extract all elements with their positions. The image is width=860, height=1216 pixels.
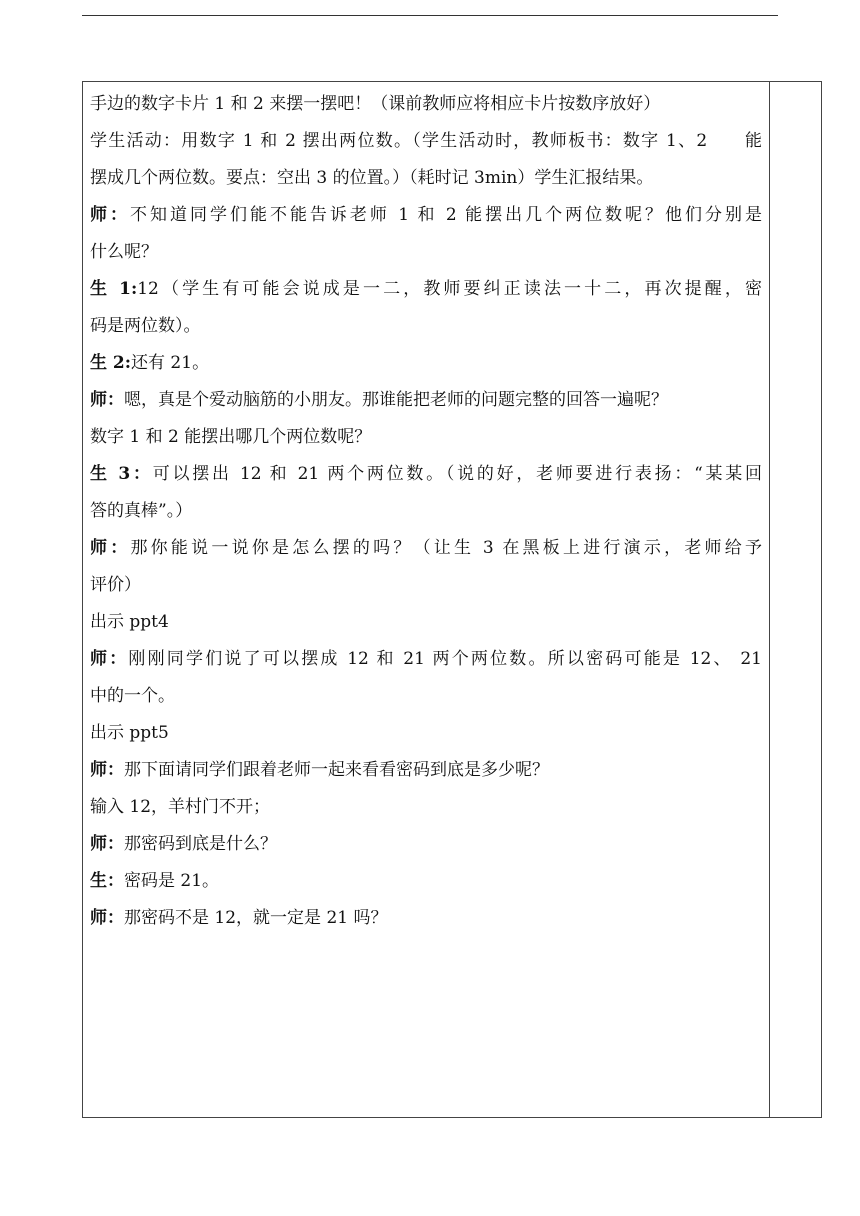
text-line: [90, 308, 762, 345]
line-text: 还有 21。: [131, 353, 210, 373]
text-line: [90, 900, 762, 937]
text-line: [90, 678, 762, 715]
text-line: [90, 789, 762, 826]
text-line: [90, 604, 762, 641]
text-line: [90, 530, 762, 567]
speaker-label: 生 2:: [90, 353, 132, 373]
line-text: 12（学生有可能会说成是一二，教师要纠正读法一十二，再次提醒，密: [137, 279, 762, 299]
speaker-label: 师：: [90, 205, 130, 225]
table-column-divider: [769, 81, 770, 1118]
line-text: 数字 1 和 2 能摆出哪几个两位数呢？: [90, 427, 372, 447]
text-line: [90, 419, 762, 456]
lesson-content: [90, 86, 762, 937]
text-line: [90, 86, 762, 123]
speaker-label: 师：: [90, 834, 124, 854]
text-line: [90, 715, 762, 752]
line-text: 答的真棒”。）: [90, 501, 193, 521]
text-line: [90, 567, 762, 604]
line-text: 手边的数字卡片 1 和 2 来摆一摆吧！（课前教师应将相应卡片按数序放好）: [90, 94, 661, 114]
line-text: 什么呢？: [90, 242, 158, 262]
speaker-label: 生：: [90, 871, 124, 891]
line-text: 出示 ppt4: [90, 612, 169, 632]
text-line: [90, 345, 762, 382]
speaker-label: 师：: [90, 649, 129, 669]
text-line: [90, 271, 762, 308]
line-text: 不知道同学们能不能告诉老师 1 和 2 能摆出几个两位数呢？他们分别是: [130, 205, 762, 225]
line-text: 摆成几个两位数。要点：空出 3 的位置。）（耗时记 3min）学生汇报结果。: [90, 168, 654, 188]
speaker-label: 师：: [90, 390, 124, 410]
text-line: [90, 382, 762, 419]
line-text: 中的一个。: [90, 686, 175, 706]
line-text: 学生活动：用数字 1 和 2 摆出两位数。（学生活动时，教师板书：数字 1、2 能: [90, 131, 762, 151]
line-text: 可以摆出 12 和 21 两个两位数。（说的好，老师要进行表扬：“某某回: [152, 464, 762, 484]
line-text: 那密码不是 12，就一定是 21 吗？: [124, 908, 388, 928]
line-text: 出示 ppt5: [90, 723, 169, 743]
text-line: [90, 863, 762, 900]
text-line: [90, 752, 762, 789]
speaker-label: 师：: [90, 538, 131, 558]
text-line: [90, 197, 762, 234]
line-text: 密码是 21。: [124, 871, 220, 891]
text-line: [90, 160, 762, 197]
line-text: 那你能说一说你是怎么摆的吗？（让生 3 在黑板上进行演示，老师给予: [130, 538, 762, 558]
speaker-label: 师：: [90, 908, 124, 928]
line-text: 那下面请同学们跟着老师一起来看看密码到底是多少呢？: [124, 760, 549, 780]
line-text: 刚刚同学们说了可以摆成 12 和 21 两个两位数。所以密码可能是 12、 21: [128, 649, 762, 669]
text-line: [90, 234, 762, 271]
line-text: 输入 12，羊村门不开；: [90, 797, 271, 817]
text-line: [90, 493, 762, 530]
text-line: [90, 826, 762, 863]
speaker-label: 师：: [90, 760, 124, 780]
text-line: [90, 641, 762, 678]
line-text: 那密码到底是什么？: [124, 834, 277, 854]
speaker-label: 生 1:: [90, 279, 138, 299]
header-rule: [82, 15, 778, 16]
line-text: 码是两位数）。: [90, 316, 201, 336]
line-text: 嗯，真是个爱动脑筋的小朋友。那谁能把老师的问题完整的回答一遍呢？: [124, 390, 668, 410]
text-line: [90, 456, 762, 493]
line-text: 评价）: [90, 575, 141, 595]
speaker-label: 生 3：: [90, 464, 153, 484]
text-line: [90, 123, 762, 160]
